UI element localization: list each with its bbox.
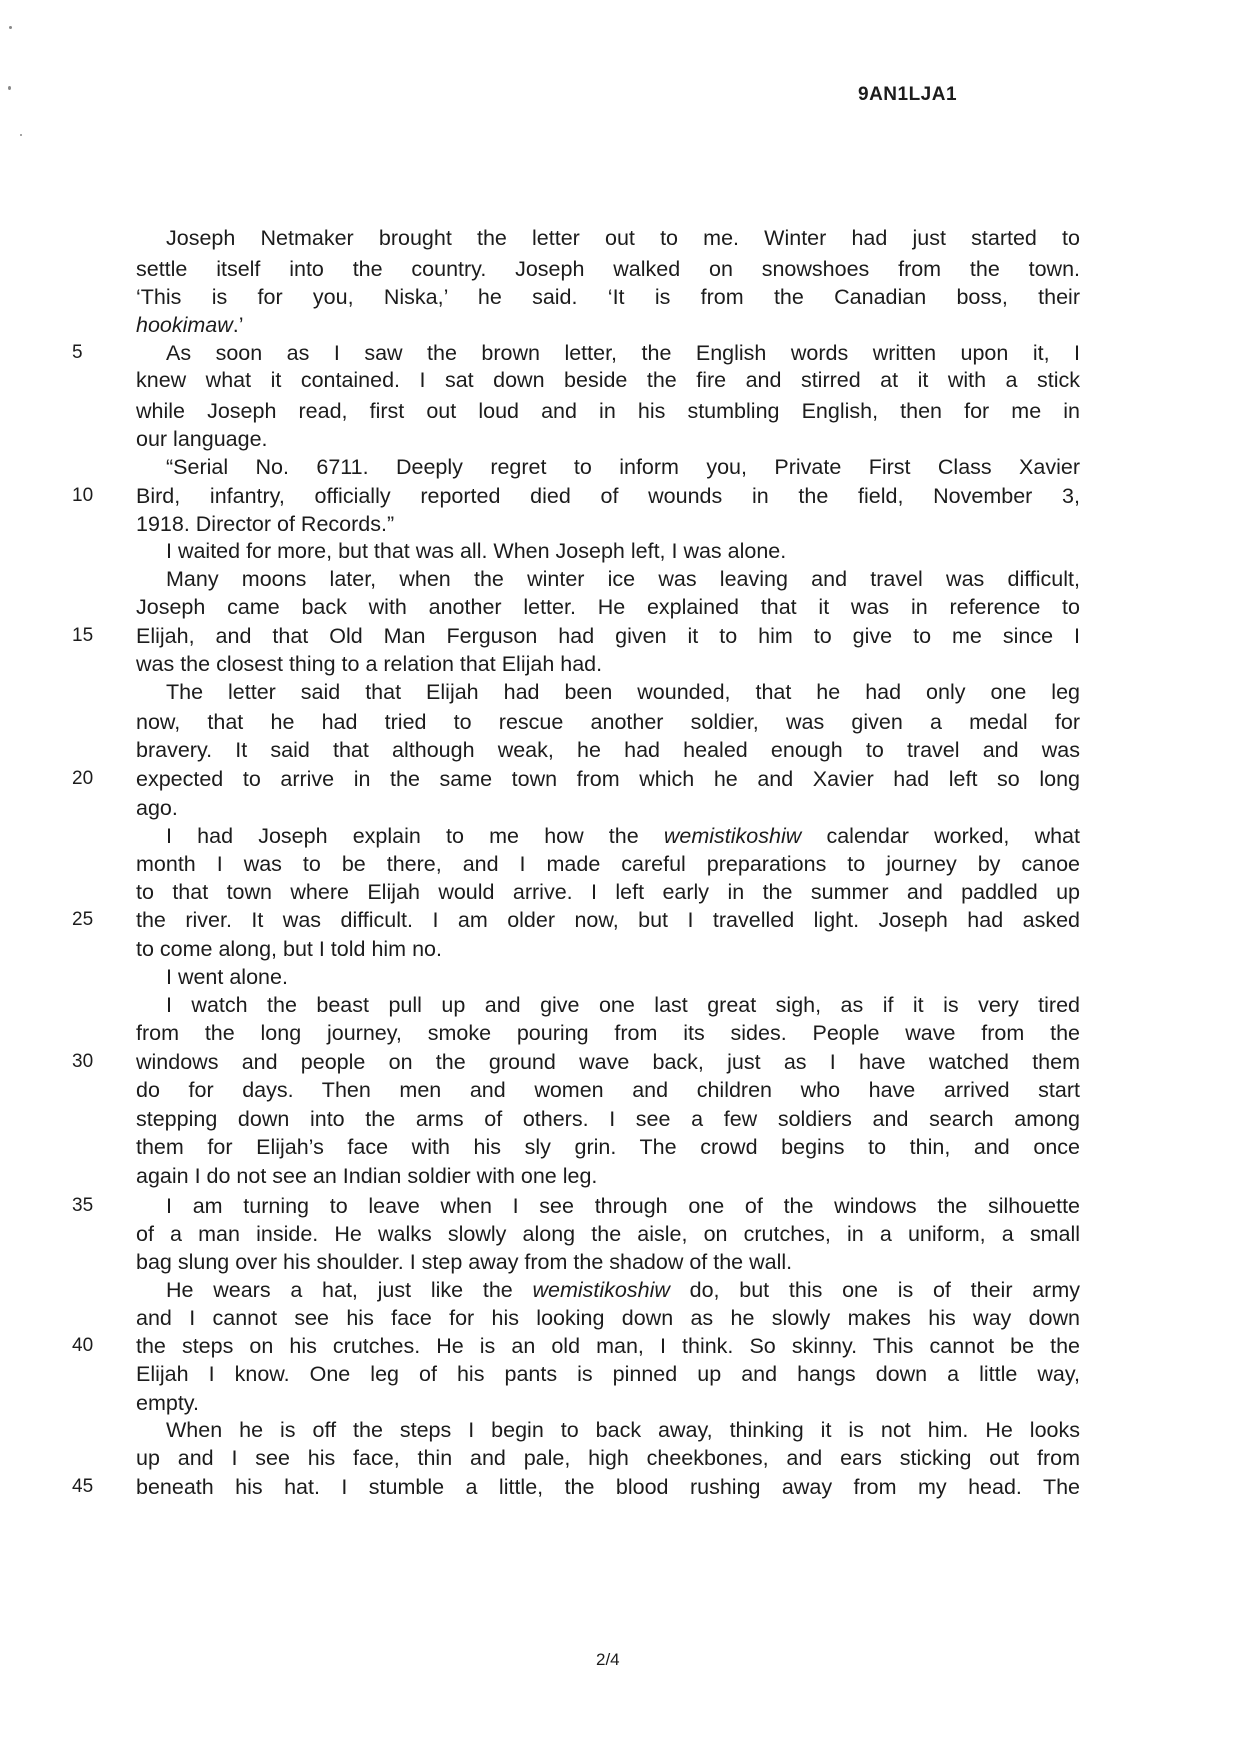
line-number: 35: [72, 1195, 94, 1216]
text-line: When he is off the steps I begin to back away, thinking it is not him. He looks: [166, 1418, 1080, 1442]
line-number: 45: [72, 1476, 94, 1497]
scan-speck: [8, 86, 11, 90]
text-line: from the long journey, smoke pouring from its sides. People wave from the: [136, 1021, 1080, 1045]
text-line: of a man inside. He walks slowly along the aisle, on crutches, in a uniform, a small: [136, 1222, 1080, 1246]
text-line: windows and people on the ground wave back, just as I have watched them: [136, 1050, 1080, 1074]
cree-word: hookimaw: [136, 313, 233, 337]
line-number: 20: [72, 768, 94, 789]
cree-word: wemistikoshiw: [532, 1278, 670, 1302]
page-number: 2/4: [596, 1650, 620, 1669]
text-line: beneath his hat. I stumble a little, the blood rushing away from my head. The: [136, 1475, 1080, 1499]
scan-speck: [20, 134, 22, 136]
text-line: ago.: [136, 796, 178, 820]
text-line: and I cannot see his face for his looking down as he slowly makes his way down: [136, 1306, 1080, 1330]
text-line: the steps on his crutches. He is an old man, I think. So skinny. This cannot be the: [136, 1334, 1080, 1358]
line-number: 15: [72, 625, 94, 646]
text-line: now, that he had tried to rescue another soldier, was given a medal for: [136, 710, 1080, 734]
text-line: ‘This is for you, Niska,’ he said. ‘It is from the Canadian boss, their: [136, 285, 1080, 309]
text-line: them for Elijah’s face with his sly grin. The crowd begins to thin, and once: [136, 1135, 1080, 1159]
text-line: settle itself into the country. Joseph walked on snowshoes from the town.: [136, 257, 1080, 281]
text-line: I watch the beast pull up and give one last great sigh, as if it is very tired: [166, 993, 1080, 1017]
text-line: Joseph came back with another letter. He explained that it was in reference to: [136, 595, 1080, 619]
text-line: As soon as I saw the brown letter, the English words written upon it, I: [166, 341, 1080, 365]
line-number: 5: [72, 342, 83, 363]
text-line: Elijah I know. One leg of his pants is pinned up and hangs down a little way,: [136, 1362, 1080, 1386]
text-line: our language.: [136, 427, 268, 451]
text-line: The letter said that Elijah had been wounded, that he had only one leg: [166, 680, 1080, 704]
text-line: stepping down into the arms of others. I see a few soldiers and search among: [136, 1107, 1080, 1131]
text-line: Joseph Netmaker brought the letter out to me. Winter had just started to: [166, 226, 1080, 250]
text-line: month I was to be there, and I made careful preparations to journey by canoe: [136, 852, 1080, 876]
text-line: empty.: [136, 1391, 199, 1415]
text-line: I am turning to leave when I see through one of the windows the silhouette: [166, 1194, 1080, 1218]
line-number: 10: [72, 485, 94, 506]
text-line: I went alone.: [166, 965, 288, 989]
text-line: again I do not see an Indian soldier with one leg.: [136, 1164, 598, 1188]
line-number: 25: [72, 909, 94, 930]
text-segment: .’: [232, 313, 244, 337]
text-line: while Joseph read, first out loud and in his stumbling English, then for me in: [136, 399, 1080, 423]
text-line: [166, 822, 1080, 850]
text-line: Bird, infantry, officially reported died of wounds in the field, November 3,: [136, 484, 1080, 508]
text-line: [166, 1276, 1080, 1304]
text-line: bravery. It said that although weak, he had healed enough to travel and was: [136, 738, 1080, 762]
text-line: up and I see his face, thin and pale, high cheekbones, and ears sticking out from: [136, 1446, 1080, 1470]
text-line: the river. It was difficult. I am older now, but I travelled light. Joseph had asked: [136, 908, 1080, 932]
text-line: do for days. Then men and women and children who have arrived start: [136, 1078, 1080, 1102]
line-number: 30: [72, 1051, 94, 1072]
document-code: 9AN1LJA1: [858, 84, 958, 105]
text-line: knew what it contained. I sat down beside the fire and stirred at it with a stick: [136, 368, 1080, 392]
text-line: Many moons later, when the winter ice was leaving and travel was difficult,: [166, 567, 1080, 591]
text-line: Elijah, and that Old Man Ferguson had given it to him to give to me since I: [136, 624, 1080, 648]
text-segment: He wears a hat, just like the: [166, 1278, 533, 1302]
scan-speck: [9, 26, 12, 29]
line-number: 40: [72, 1335, 94, 1356]
text-line: [136, 311, 1080, 339]
text-segment: do, but this one is of their army: [669, 1278, 1081, 1302]
text-line: was the closest thing to a relation that Elijah had.: [136, 652, 603, 676]
cree-word: wemistikoshiw: [663, 824, 802, 848]
text-line: 1918. Director of Records.”: [136, 512, 395, 536]
text-segment: I had Joseph explain to me how the: [166, 824, 664, 848]
text-line: I waited for more, but that was all. When Joseph left, I was alone.: [166, 539, 787, 563]
text-line: to come along, but I told him no.: [136, 937, 442, 961]
text-line: to that town where Elijah would arrive. I left early in the summer and paddled up: [136, 880, 1080, 904]
text-line: expected to arrive in the same town from which he and Xavier had left so long: [136, 767, 1080, 791]
text-line: bag slung over his shoulder. I step away from the shadow of the wall.: [136, 1250, 793, 1274]
text-segment: calendar worked, what: [801, 824, 1080, 848]
text-line: “Serial No. 6711. Deeply regret to inform you, Private First Class Xavier: [166, 455, 1080, 479]
